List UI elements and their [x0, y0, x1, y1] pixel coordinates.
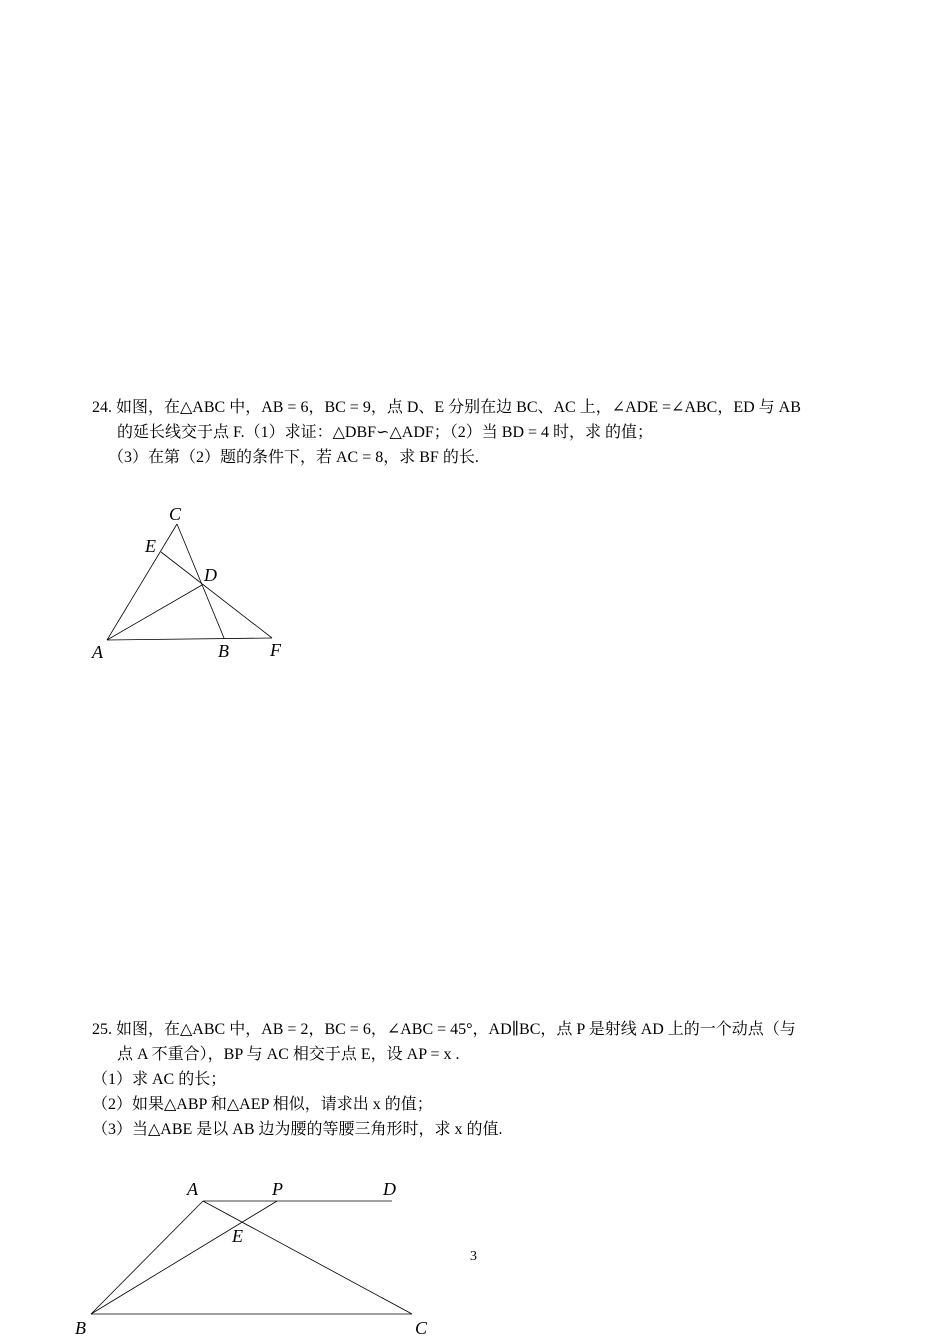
problem24-figure: [80, 495, 380, 675]
segment-AF: [107, 638, 272, 640]
label-D: D: [383, 1180, 396, 1199]
segment-AC: [107, 524, 177, 640]
problem25-line-4: （2）如果△ABP 和△AEP 相似，请求出 x 的值；: [92, 1096, 433, 1113]
problem24-line-3: （3）在第（2）题的条件下，若 AC = 8，求 BF 的长.: [108, 449, 479, 466]
label-F: F: [270, 640, 281, 660]
label-D: D: [204, 565, 217, 585]
problem24-line-2: 的延长线交于点 F.（1）求证：△DBF∽△ADF；（2）当 BD = 4 时，求 的值；: [117, 424, 654, 441]
label-C: C: [415, 1318, 428, 1338]
problem25-line-2: 点 A 不重合），BP 与 AC 相交于点 E，设 AP = x .: [117, 1046, 460, 1063]
problem25-figure-lines: [91, 1201, 412, 1314]
label-B: B: [75, 1318, 86, 1338]
label-E: E: [232, 1226, 243, 1246]
segment-BP: [91, 1201, 277, 1314]
label-C: C: [169, 504, 182, 524]
label-E: E: [145, 536, 156, 556]
problem25-line-5: （3）当△ABE 是以 AB 边为腰的等腰三角形时，求 x 的值.: [92, 1121, 503, 1138]
problem25-line-3: （1）求 AC 的长；: [92, 1071, 227, 1088]
label-B: B: [218, 641, 229, 661]
label-A: A: [187, 1180, 198, 1199]
problem25-figure: [70, 1180, 450, 1344]
problem25-line-1: 25. 如图，在△ABC 中，AB = 2，BC = 6，∠ABC = 45°，AD∥BC，点 P 是射线 AD 上的一个动点（与: [92, 1021, 796, 1038]
problem24-figure-lines: [107, 524, 272, 640]
label-P: P: [272, 1180, 283, 1199]
segment-AC: [203, 1201, 412, 1314]
label-A: A: [92, 642, 103, 662]
segment-AD: [107, 585, 202, 640]
page-number: 3: [470, 1249, 477, 1264]
problem24-line-1: 24. 如图，在△ABC 中，AB = 6，BC = 9，点 D、E 分别在边 BC、AC 上，∠ADE =∠ABC，ED 与 AB: [92, 399, 801, 416]
segment-AB: [91, 1201, 203, 1314]
